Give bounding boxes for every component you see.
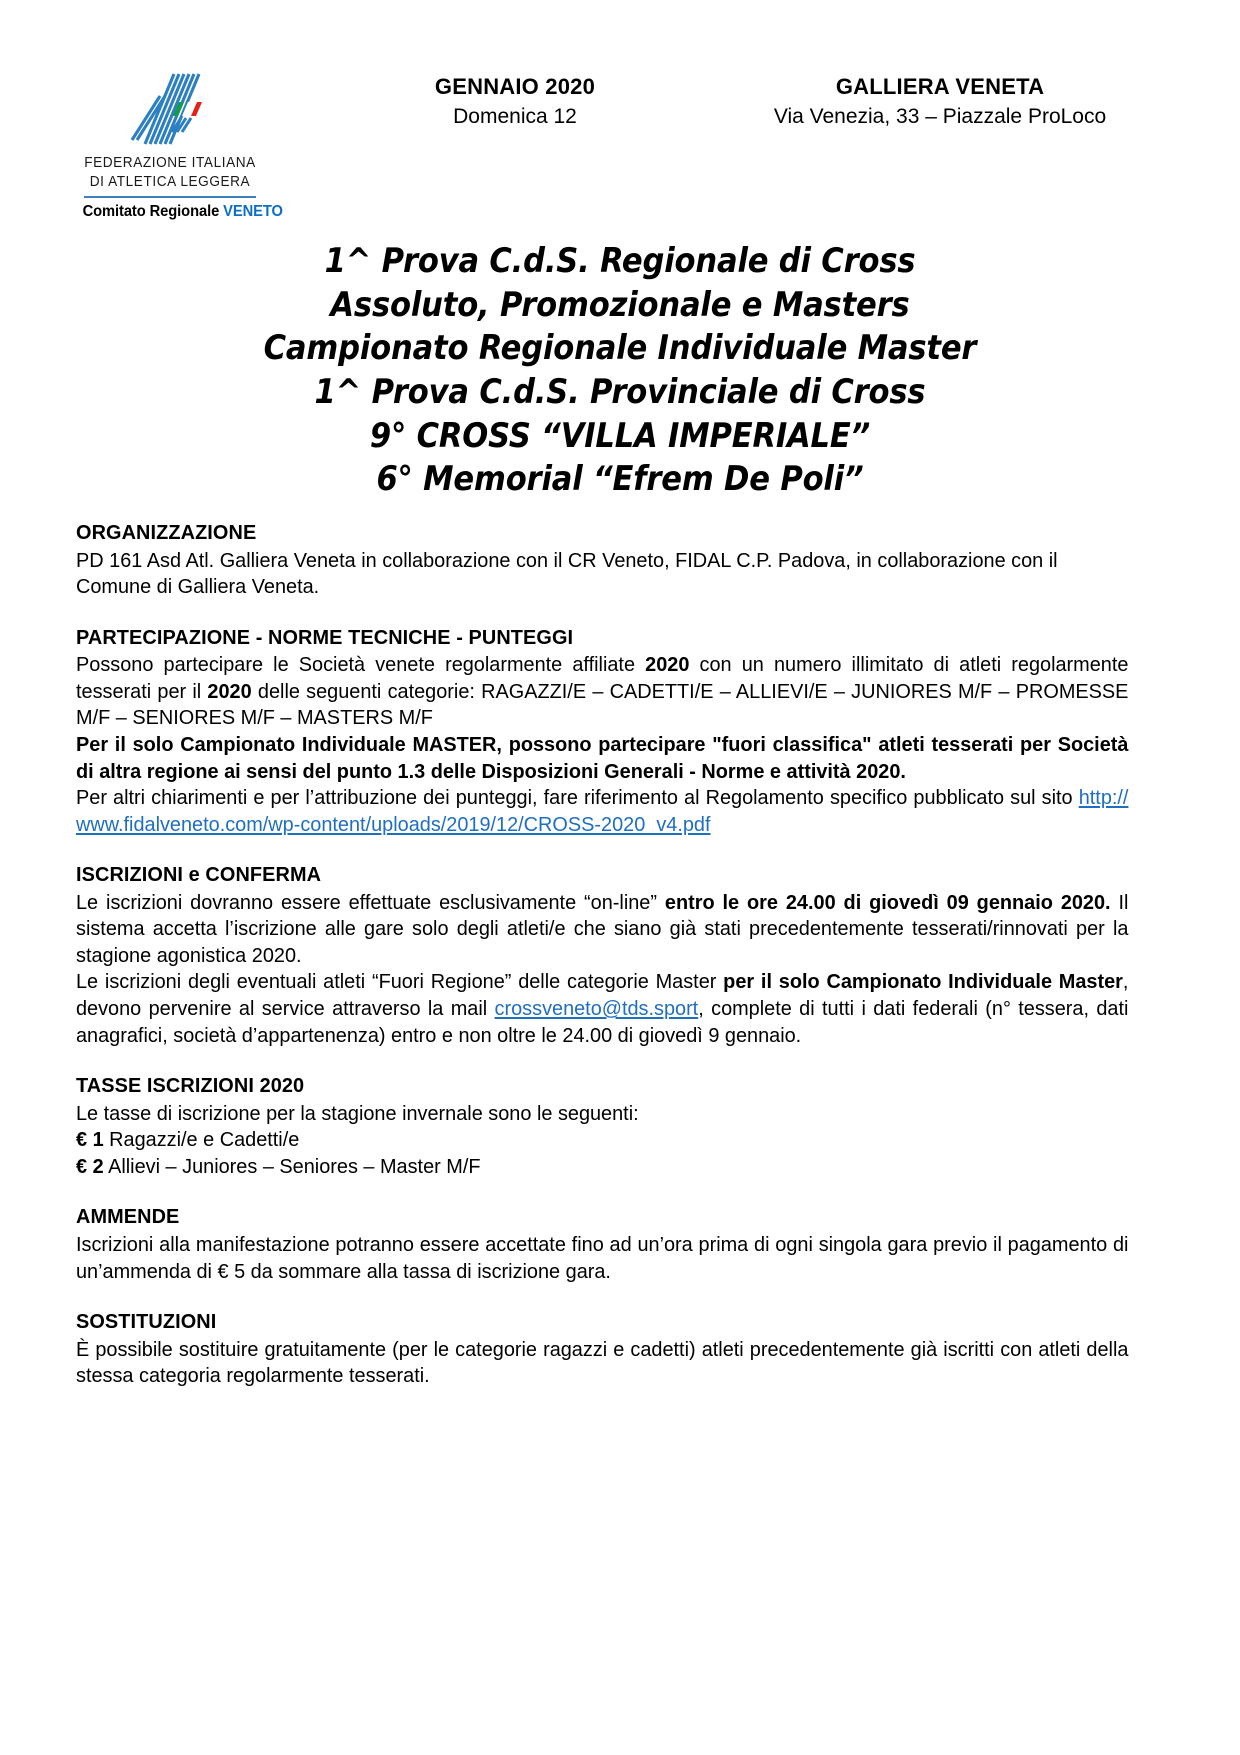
fee-categories-text: Allievi – Juniores – Seniores – Master M/F [108, 1154, 481, 1178]
iscrizioni-deadline: entro le ore 24.00 di giovedì 09 gennaio 2020. [664, 890, 1111, 914]
venue-city: GALLIERA VENETA [835, 74, 1045, 99]
section-heading-sostituzioni: SOSTITUZIONI [76, 1310, 217, 1334]
section-tasse [76, 1073, 1161, 1180]
venue-address: Via Venezia, 33 – Piazzale ProLoco [773, 105, 1107, 129]
event-month-year: GENNAIO 2020 [434, 74, 596, 99]
iscrizioni-p1-part-b: Il sistema accetta l’iscrizione alle gare solo degli atleti/e che siano già stati precedentemente tesserati/rinnovati per la stagione agonistica 2020. [76, 890, 1129, 967]
iscrizioni-p1-part-a: Le iscrizioni dovranno essere effettuate esclusivamente “on-line” [76, 890, 665, 914]
section-body-organizzazione: PD 161 Asd Atl. Galliera Veneta in collaborazione con il CR Veneto, FIDAL C.P. Padova, in collaborazione con il Comune di Galliera Veneta. [76, 548, 1058, 599]
section-heading-partecipazione: PARTECIPAZIONE - NORME TECNICHE - PUNTEGGI [76, 625, 574, 649]
iscrizioni-p2-part-b: , devono pervenire al service attraverso la mail [76, 970, 1129, 1021]
document-body [76, 520, 1161, 1390]
title-line-3: Campionato Regionale Individuale Master [263, 328, 977, 369]
section-organizzazione [76, 520, 1161, 601]
partecipazione-p2-bold: Per il solo Campionato Individuale MASTER, possono partecipare "fuori classifica" atleti tesserati per Società di altra regione ai sensi del punto 1.3 delle Disposizioni Generali - Norme e attività 2020. [76, 733, 1129, 783]
fee-amount: € 2 [76, 1154, 104, 1178]
title-line-4: 1^ Prova C.d.S. Provinciale di Cross [314, 372, 926, 413]
fee-categories-text: Ragazzi/e e Cadetti/e [109, 1128, 300, 1152]
section-sostituzioni [76, 1309, 1161, 1390]
iscrizioni-p2-part-a: Le iscrizioni degli eventuali atleti “Fuori Regione” delle categorie Master [76, 970, 724, 994]
partecipazione-p1-part-c: con un numero illimitato di atleti regolarmente tesserati per il [76, 653, 1129, 703]
section-body-sostituzioni: È possibile sostituire gratuitamente (per le categorie ragazzi e cadetti) atleti precedentemente già iscritti con atleti della stessa categoria regolarmente tesserati. [76, 1337, 1129, 1388]
partecipazione-p1-year-2: 2020 [207, 679, 252, 703]
partecipazione-p1-year-1: 2020 [645, 653, 690, 677]
logo-committee-prefix: Comitato Regionale [82, 203, 224, 221]
logo-federation-line-2: DI ATLETICA LEGGERA [89, 173, 251, 190]
title-line-1: 1^ Prova C.d.S. Regionale di Cross [324, 241, 916, 281]
fidal-logo-mark-icon [110, 70, 230, 148]
partecipazione-p3-text: Per altri chiarimenti e per l’attribuzione dei punteggi, fare riferimento al Regolamento specifico pubblicato sul sito [76, 786, 1079, 810]
section-partecipazione [76, 625, 1161, 838]
partecipazione-paragraph-2 [76, 732, 1128, 785]
iscrizioni-p2-part-c: , complete di tutti i dati federali (n° tessera, dati anagrafici, società d’appartenenza) entro e non oltre le 24.00 di giovedì 9 gennaio. [76, 997, 1129, 1047]
iscrizioni-p2-bold: per il solo Campionato Individuale Master [723, 970, 1123, 994]
partecipazione-p1-part-e: delle seguenti categorie: RAGAZZI/E – CADETTI/E – ALLIEVI/E – JUNIORES M/F – PROMESSE M/F – SENIORES M/F – MASTERS M/F [76, 679, 1129, 730]
logo-committee-region: VENETO [223, 203, 283, 221]
section-heading-organizzazione: ORGANIZZAZIONE [76, 521, 257, 544]
iscrizioni-paragraph-1 [76, 890, 1128, 970]
event-day: Domenica 12 [453, 105, 577, 129]
section-heading-tasse: TASSE ISCRIZIONI 2020 [76, 1074, 305, 1098]
partecipazione-paragraph-1 [76, 652, 1128, 732]
logo-federation-line-1: FEDERAZIONE ITALIANA [84, 155, 256, 171]
tasse-intro: Le tasse di iscrizione per la stagione invernale sono le seguenti: [76, 1101, 639, 1125]
section-iscrizioni [76, 862, 1161, 1049]
regulation-pdf-link[interactable]: http://www.fidalveneto.com/wp-content/uploads/2019/12/CROSS-2020_v4.pdf [76, 786, 1129, 836]
section-body-ammende: Iscrizioni alla manifestazione potranno essere accettate fino ad un’ora prima di ogni singola gara previo il pagamento di un’ammenda di € 5 da sommare alla tassa di iscrizione gara. [76, 1233, 1129, 1283]
logo-committee-label [82, 203, 283, 221]
section-ammende [76, 1204, 1161, 1285]
partecipazione-paragraph-3 [76, 785, 1128, 838]
event-date-block [305, 72, 725, 131]
fee-amount: € 1 [76, 1128, 104, 1152]
document-header [75, 60, 1165, 235]
fee-row [76, 1127, 1128, 1154]
fidal-veneto-logo [75, 70, 283, 221]
fee-row [76, 1154, 1128, 1181]
logo-divider [84, 196, 256, 198]
event-venue-block [715, 72, 1165, 131]
event-title [70, 240, 1170, 502]
title-line-6: 6° Memorial “Efrem De Poli” [376, 459, 864, 500]
partecipazione-p1-part-a: Possono partecipare le Società venete regolarmente affiliate [76, 653, 646, 677]
section-heading-iscrizioni: ISCRIZIONI e CONFERMA [76, 863, 322, 887]
title-line-2: Assoluto, Promozionale e Masters [330, 284, 910, 325]
title-line-5: 9° CROSS “VILLA IMPERIALE” [369, 415, 871, 456]
email-link[interactable]: crossveneto@tds.sport [494, 997, 699, 1021]
iscrizioni-paragraph-2 [76, 969, 1128, 1049]
section-heading-ammende: AMMENDE [76, 1205, 180, 1229]
